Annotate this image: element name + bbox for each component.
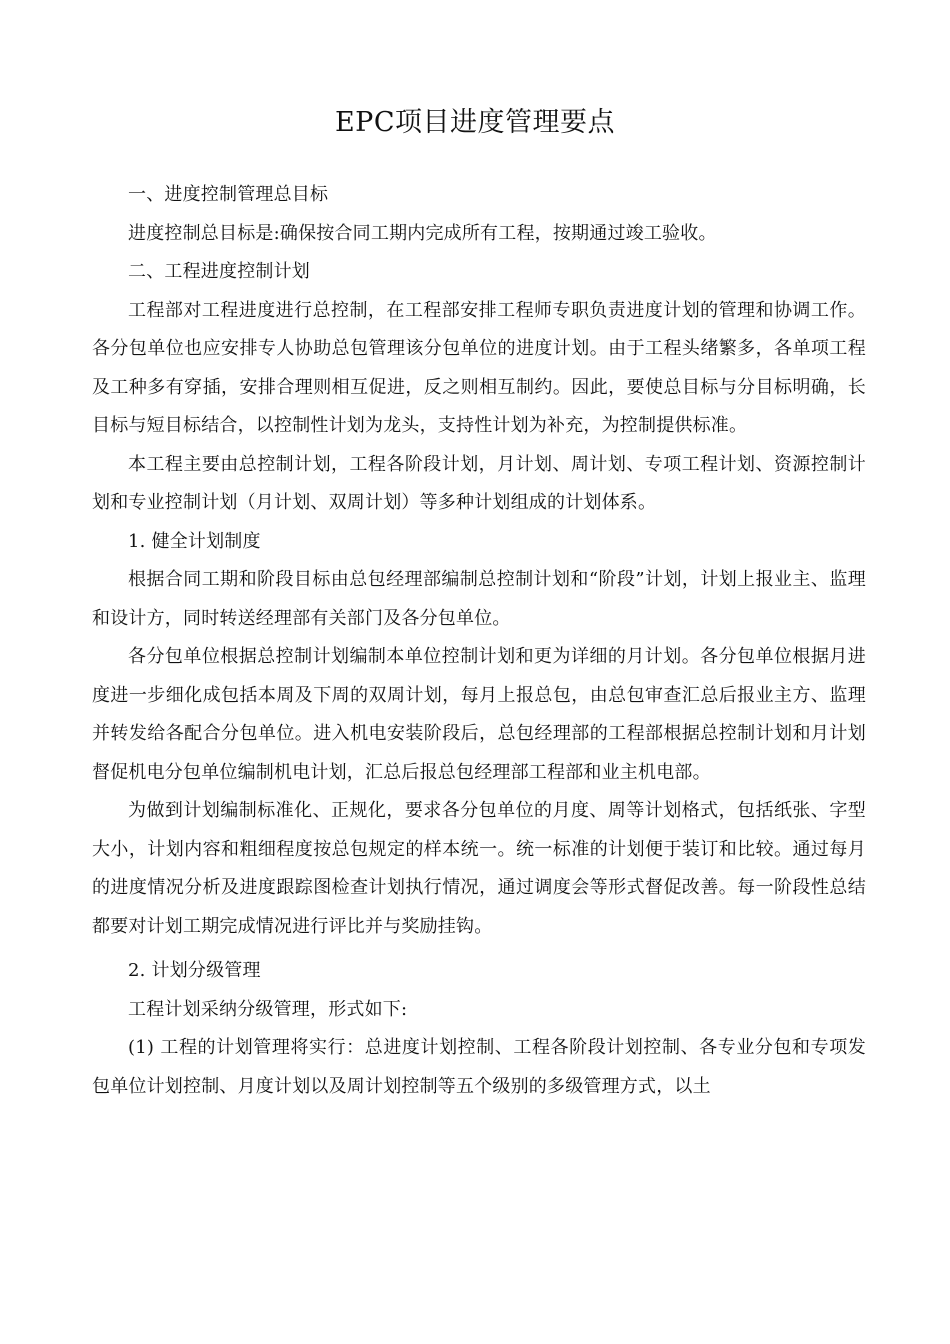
paragraph: 工程计划采纳分级管理，形式如下: — [128, 998, 408, 1020]
paragraph: (1) 工程的计划管理将实行：总进度计划控制、工程各阶段计划控制、各专业分包和专项发包单位计划控制、月度计划以及周计划控制等五个级别的多级管理方式，以土 — [92, 1037, 866, 1097]
subheading-2: 2. 计划分级管理 — [128, 960, 261, 981]
heading-section-1: 一、进度控制管理总目标 — [128, 184, 329, 205]
paragraph: 工程部对工程进度进行总控制，在工程部安排工程师专职负责进度计划的管理和协调工作。各分包单位也应安排专人协助总包管理该分包单位的进度计划。由于工程头绪繁多，各单项工程及工种多有穿插，安排合理则相互促进，反之则相互制约。因此，要使总目标与分目标明确，长目标与短目标结合，以控制性计划为龙头，支持性计划为补充，为控制提供标准。 — [92, 299, 866, 436]
document-body — [92, 176, 866, 1106]
document-title: EPC项目进度管理要点 — [334, 107, 616, 138]
heading-section-2: 二、工程进度控制计划 — [128, 261, 310, 282]
paragraph: 进度控制总目标是:确保按合同工期内完成所有工程，按期通过竣工验收。 — [128, 222, 717, 244]
subheading-1: 1. 健全计划制度 — [128, 530, 261, 552]
paragraph: 为做到计划编制标准化、正规化，要求各分包单位的月度、周等计划格式，包括纸张、字型大小，计划内容和粗细程度按总包规定的样本统一。统一标准的计划便于装订和比较。通过每月的进度情况分析及进度跟踪图检查计划执行情况，通过调度会等形式督促改善。每一阶段性总结都要对计划工期完成情况进行评比并与奖励挂钩。 — [92, 800, 866, 937]
paragraph: 根据合同工期和阶段目标由总包经理部编制总控制计划和“阶段”计划，计划上报业主、监理和设计方，同时转送经理部有关部门及各分包单位。 — [92, 569, 866, 629]
paragraph: 本工程主要由总控制计划，工程各阶段计划，月计划、周计划、专项工程计划、资源控制计划和专业控制计划（月计划、双周计划）等多种计划组成的计划体系。 — [92, 453, 866, 513]
paragraph: 各分包单位根据总控制计划编制本单位控制计划和更为详细的月计划。各分包单位根据月进度进一步细化成包括本周及下周的双周计划，每月上报总包，由总包审查汇总后报业主方、监理并转发给各配合分包单位。进入机电安装阶段后，总包经理部的工程部根据总控制计划和月计划督促机电分包单位编制机电计划，汇总后报总包经理部工程部和业主机电部。 — [92, 646, 866, 783]
